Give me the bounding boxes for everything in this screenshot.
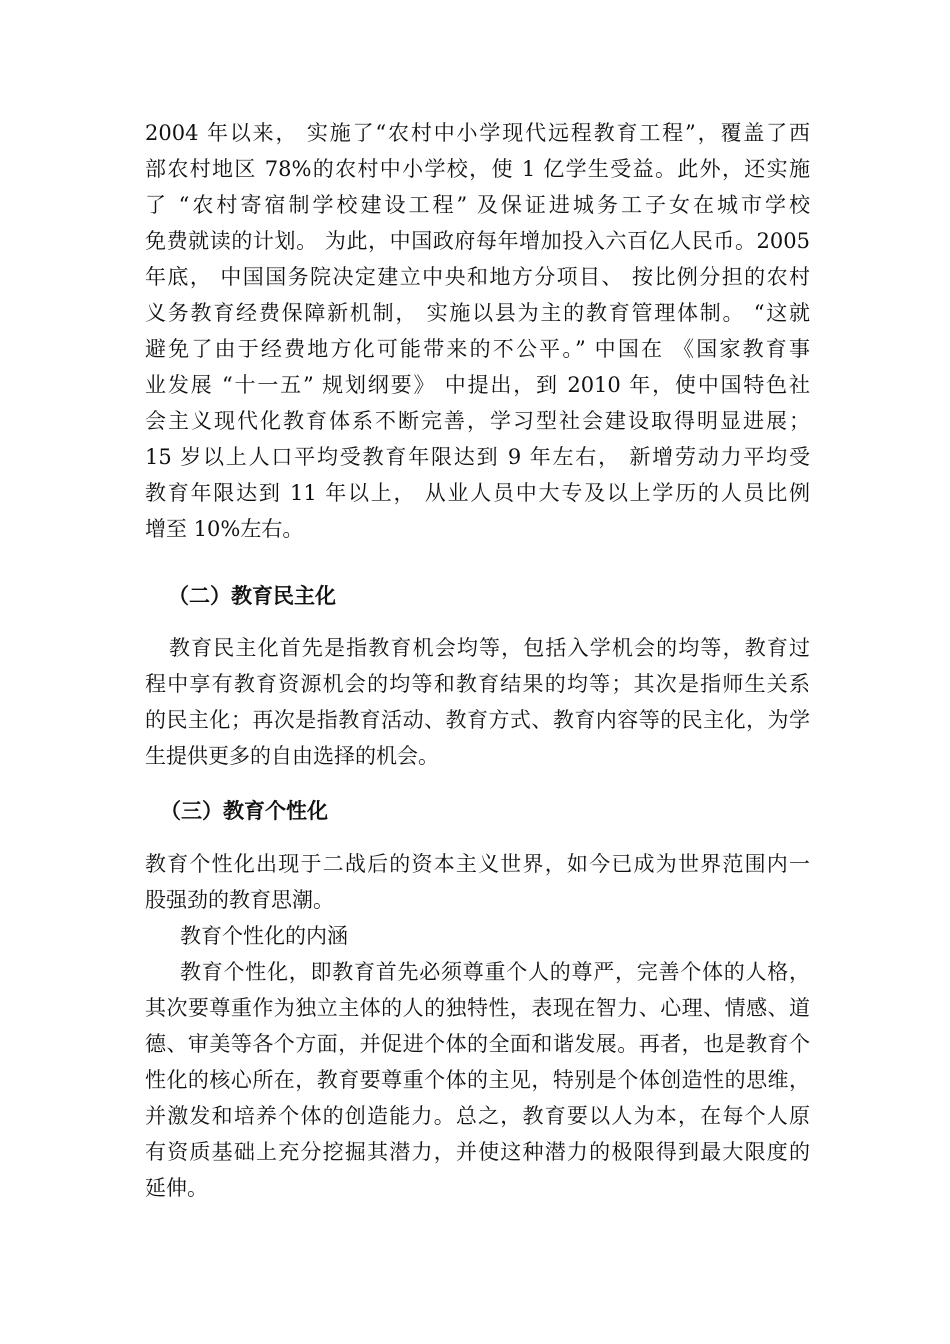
- text-line: 股强劲的教育思潮。: [145, 888, 334, 912]
- text-line: 有资质基础上充分挖掘其潜力，并使这种潜力的极限得到最大限度的: [145, 1140, 810, 1164]
- text-line: 并激发和培养个体的创造能力。总之，教育要以人为本，在每个人原: [145, 1104, 810, 1128]
- section-heading-individualization: （三）教育个性化: [160, 799, 328, 823]
- text-line: 业发展 “十一五” 规划纲要》 中提出，到 2010 年，使中国特色社: [145, 373, 810, 397]
- text-line: 增至 10%左右。: [145, 517, 304, 541]
- text-line: 了 “农村寄宿制学校建设工程” 及保证进城务工子女在城市学校: [145, 193, 810, 217]
- text-line: 性化的核心所在，教育要尊重个体的主见，特别是个体创造性的思维，: [145, 1068, 810, 1092]
- text-line: 避免了由于经费地方化可能带来的不公平。” 中国在 《国家教育事: [145, 337, 810, 361]
- text-line: 教育年限达到 11 年以上， 从业人员中大专及以上学历的人员比例: [145, 481, 810, 505]
- text-line: 2004 年以来， 实施了“农村中小学现代远程教育工程”，覆盖了西: [145, 121, 810, 145]
- text-line: 15 岁以上人口平均受教育年限达到 9 年左右， 新增劳动力平均受: [145, 445, 810, 469]
- text-line: 德、审美等各个方面，并促进个体的全面和谐发展。再者，也是教育个: [145, 1032, 810, 1056]
- text-line: 免费就读的计划。 为此，中国政府每年增加投入六百亿人民币。2005: [145, 229, 810, 253]
- text-line: 部农村地区 78%的农村中小学校，使 1 亿学生受益。此外，还实施: [145, 157, 810, 181]
- paragraph-individualization-detail: [145, 954, 810, 1206]
- paragraph-policy: [145, 115, 810, 547]
- text-line: 的民主化；再次是指教育活动、教育方式、教育内容等的民主化，为学: [145, 708, 810, 732]
- paragraph-democratization: [145, 630, 810, 774]
- text-line: 生提供更多的自由选择的机会。: [145, 744, 439, 768]
- text-line: 程中享有教育资源机会的均等和教育结果的均等；其次是指师生关系: [145, 672, 810, 696]
- text-line: 延伸。: [145, 1176, 208, 1200]
- text-line: 义务教育经费保障新机制， 实施以县为主的教育管理体制。 “这就: [145, 301, 810, 325]
- subheading-connotation: 教育个性化的内涵: [180, 924, 348, 948]
- text-line: 其次要尊重作为独立主体的人的独特性，表现在智力、心理、情感、道: [145, 996, 810, 1020]
- text-line: 会主义现代化教育体系不断完善，学习型社会建设取得明显进展；: [145, 409, 810, 433]
- text-line: 教育个性化出现于二战后的资本主义世界，如今已成为世界范围内一: [145, 852, 810, 876]
- text-line: 教育个性化，即教育首先必须尊重个人的尊严，完善个体的人格，: [180, 960, 810, 984]
- section-heading-democratization: （二）教育民主化: [168, 584, 336, 608]
- subheading-connotation-block: [145, 918, 810, 954]
- text-line: 年底， 中国国务院决定建立中央和地方分项目、 按比例分担的农村: [145, 265, 810, 289]
- paragraph-individualization-intro: [145, 846, 810, 918]
- text-line: 教育民主化首先是指教育机会均等，包括入学机会的均等，教育过: [169, 636, 810, 660]
